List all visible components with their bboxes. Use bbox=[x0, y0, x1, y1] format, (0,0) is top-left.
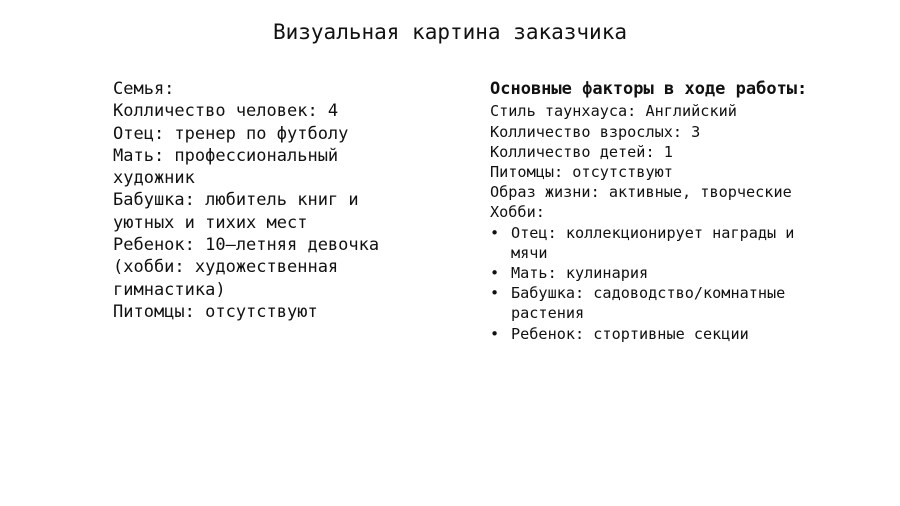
page-title: Визуальная картина заказчика bbox=[272, 20, 627, 44]
family-people-count: Колличество человек: 4 bbox=[113, 101, 339, 122]
bullet-icon: • bbox=[490, 324, 500, 343]
hobby-father: Отец: коллекционирует награды и мячи bbox=[511, 223, 795, 262]
hobby-grandmother: Бабушка: садоводство/комнатные растения bbox=[511, 284, 786, 323]
factor-townhouse-style: Стиль таунхауса: Английский bbox=[490, 102, 737, 121]
factor-lifestyle: Образ жизни: активные, творческие bbox=[490, 183, 792, 202]
family-heading: Семья: bbox=[113, 79, 175, 99]
hobby-child: Ребенок: стортивные секции bbox=[511, 324, 749, 343]
factor-hobbies-label: Хобби: bbox=[490, 203, 545, 222]
bullet-icon: • bbox=[490, 223, 500, 242]
family-mother: Мать: профессиональный художник bbox=[113, 145, 339, 189]
family-father: Отец: тренер по футболу bbox=[113, 123, 349, 144]
factor-adults-count: Колличество взрослых: 3 bbox=[490, 122, 701, 141]
key-factors bbox=[490, 78, 830, 344]
hobbies-list bbox=[490, 223, 830, 344]
list-item bbox=[490, 263, 830, 283]
list-item bbox=[490, 324, 830, 344]
factor-pets: Питомцы: отсутствуют bbox=[490, 162, 673, 181]
family-child: Ребенок: 10–летняя девочка (хобби: художественная гимнастика) bbox=[113, 235, 380, 300]
bullet-icon: • bbox=[490, 284, 500, 303]
bullet-icon: • bbox=[490, 263, 500, 282]
key-factors-heading: Основные факторы в ходе работы: bbox=[490, 79, 808, 99]
hobby-mother: Мать: кулинария bbox=[511, 263, 649, 282]
family-pets: Питомцы: отсутствуют bbox=[113, 301, 318, 322]
list-item bbox=[490, 223, 830, 263]
family-grandmother: Бабушка: любитель книг и уютных и тихих мест bbox=[113, 190, 359, 233]
family-description bbox=[113, 78, 413, 323]
list-item bbox=[490, 283, 830, 323]
factor-children-count: Колличество детей: 1 bbox=[490, 142, 673, 161]
